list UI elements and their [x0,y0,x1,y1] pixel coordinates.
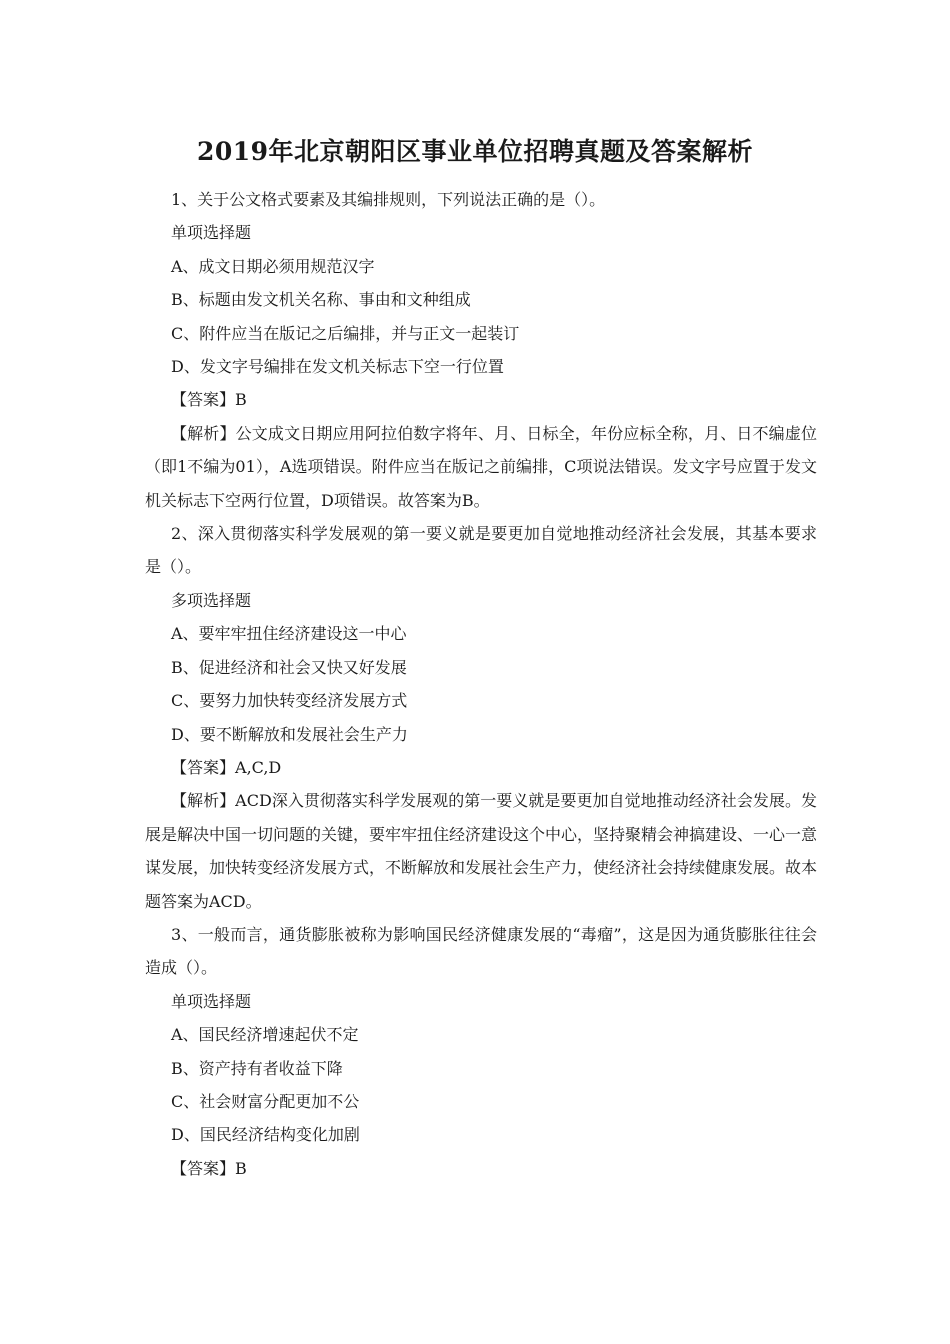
option-c: C、社会财富分配更加不公 [171,1091,360,1111]
answer-line [145,383,817,416]
question-3 [145,918,817,1185]
analysis-text: ACD深入贯彻落实科学发展观的第一要义就是要更加自觉地推动经济社会发展。发展是解决中国一切问题的关键，要牢牢扭住经济建设这个中心，坚持聚精会神搞建设、一心一意谋发展，加快转变经济发展方式，不断解放和发展社会生产力，使经济社会持续健康发展。故本题答案为ACD。 [145,791,818,911]
option-a: A、成文日期必须用规范汉字 [171,256,375,276]
option-d: D、国民经济结构变化加剧 [171,1125,360,1145]
option-d: D、发文字号编排在发文机关标志下空一行位置 [171,357,504,377]
question-type: 单项选择题 [171,223,252,243]
answer-label: 【答案】 [171,757,236,777]
answer-label: 【答案】 [171,1158,236,1178]
option-a: A、国民经济增速起伏不定 [171,1025,359,1045]
analysis-label: 【解析】 [171,423,236,443]
answer-value: A,C,D [235,757,282,777]
question-stem: 3、一般而言，通货膨胀被称为影响国民经济健康发展的“毒瘤”，这是因为通货膨胀往往会造成（）。 [145,924,817,978]
answer-value: B [235,1158,247,1178]
question-2 [145,517,817,918]
question-stem: 1、关于公文格式要素及其编排规则，下列说法正确的是（）。 [171,190,606,209]
option-b: B、标题由发文机关名称、事由和文种组成 [171,290,471,310]
answer-line [145,1152,817,1185]
option-a: A、要牢牢扭住经济建设这一中心 [171,624,407,644]
analysis-paragraph [145,417,817,517]
question-type: 多项选择题 [171,590,252,610]
option-c: C、附件应当在版记之后编排，并与正文一起装订 [171,323,520,343]
option-d: D、要不断解放和发展社会生产力 [171,724,408,744]
option-b: B、资产持有者收益下降 [171,1058,343,1078]
answer-value: B [235,390,247,410]
analysis-text: 公文成文日期应用阿拉伯数字将年、月、日标全，年份应标全称，月、日不编虚位（即1不编为01），A选项错误。附件应当在版记之前编排，C项说法错误。发文字号应置于发文机关标志下空两行位置，D项错误。故答案为B。 [145,423,817,510]
analysis-label: 【解析】 [171,791,236,811]
option-b: B、促进经济和社会又快又好发展 [171,657,407,677]
analysis-paragraph [145,784,817,918]
question-type: 单项选择题 [171,991,252,1011]
question-stem: 2、深入贯彻落实科学发展观的第一要义就是要更加自觉地推动经济社会发展，其基本要求是（）。 [145,524,817,577]
option-c: C、要努力加快转变经济发展方式 [171,691,408,711]
question-1 [145,183,817,517]
document-body [145,183,817,1185]
answer-line [145,751,817,784]
answer-label: 【答案】 [171,390,236,410]
page-title: 2019年北京朝阳区事业单位招聘真题及答案解析 [196,137,754,166]
